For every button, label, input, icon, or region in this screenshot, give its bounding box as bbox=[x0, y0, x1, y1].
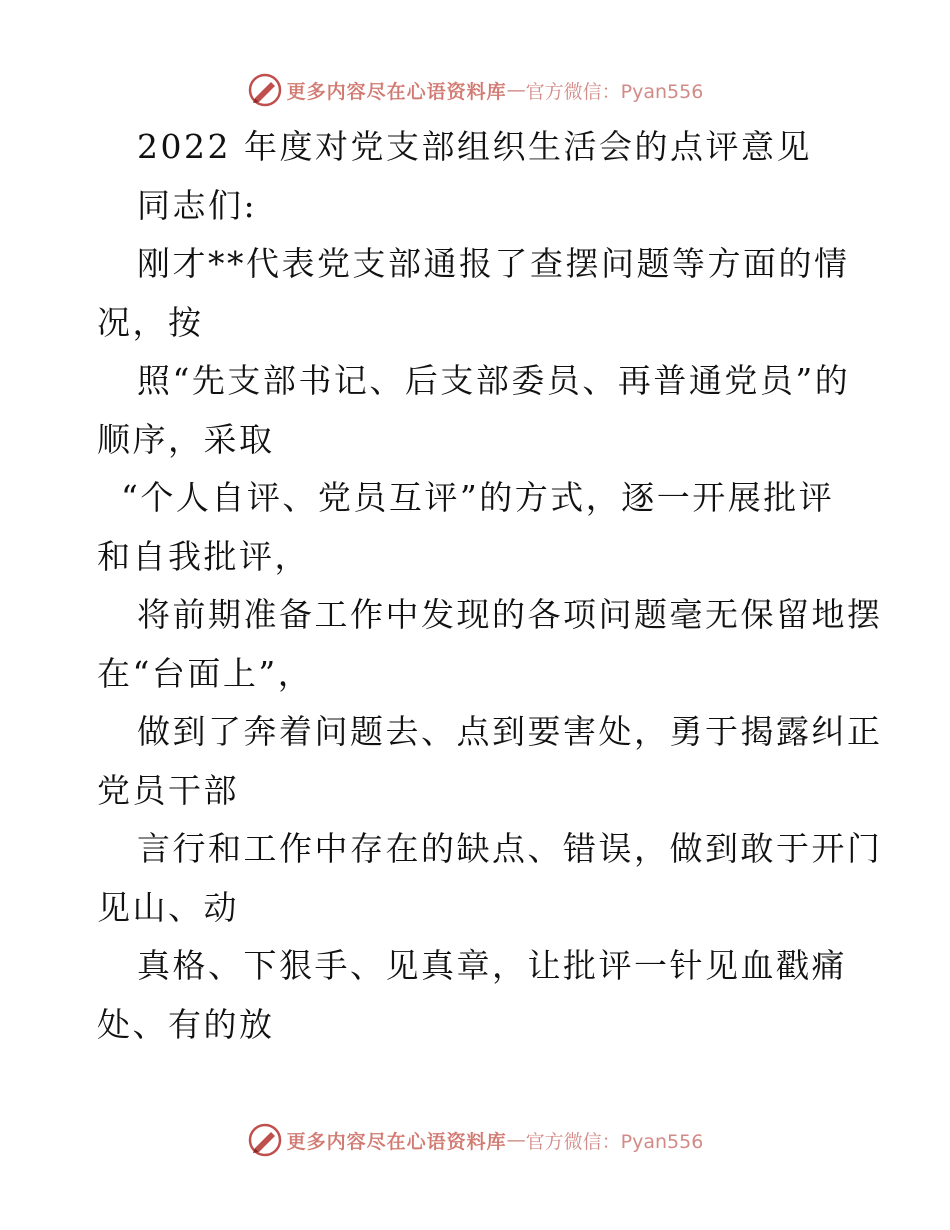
salutation: 同志们: bbox=[137, 185, 258, 225]
document-body bbox=[97, 118, 883, 1054]
pen-logo-icon bbox=[247, 72, 283, 108]
paragraph-line: 见山、动 bbox=[97, 887, 239, 927]
paragraph-line: 将前期准备工作中发现的各项问题毫无保留地摆 bbox=[137, 595, 883, 634]
watermark-main-text: 更多内容尽在心语资料库 bbox=[286, 80, 507, 103]
watermark-main-text: 更多内容尽在心语资料库 bbox=[286, 1130, 507, 1153]
paragraph-line: 真格、下狠手、见真章，让批评一针见血戳痛 bbox=[137, 946, 847, 985]
paragraph-line: 做到了奔着问题去、点到要害处，勇于揭露纠正 bbox=[137, 712, 883, 751]
paragraph-line: “个人自评、党员互评”的方式，逐一开展批评 bbox=[121, 478, 835, 517]
paragraph-line: 言行和工作中存在的缺点、错误，做到敢于开门 bbox=[137, 829, 883, 868]
paragraph-line: 况，按 bbox=[97, 302, 204, 342]
paragraph-line: 处、有的放 bbox=[97, 1004, 275, 1044]
watermark-separator: — bbox=[506, 79, 526, 101]
paragraph-line: 照“先支部书记、后支部委员、再普通党员”的 bbox=[137, 361, 851, 400]
paragraph-line: 党员干部 bbox=[97, 770, 239, 810]
paragraph-line: 和自我批评， bbox=[97, 536, 310, 576]
footer-watermark bbox=[0, 1120, 950, 1160]
document-title: 2022 年度对党支部组织生活会的点评意见 bbox=[137, 127, 812, 166]
watermark-sub-text: 官方微信：Pyan556 bbox=[525, 80, 704, 103]
paragraph-line: 顺序，采取 bbox=[97, 419, 275, 459]
paragraph-line: 刚才**代表党支部通报了查摆问题等方面的情 bbox=[137, 244, 850, 283]
header-watermark bbox=[0, 70, 950, 110]
watermark-separator: — bbox=[506, 1129, 526, 1151]
paragraph-line: 在“台面上”， bbox=[97, 653, 314, 693]
watermark-sub-text: 官方微信：Pyan556 bbox=[525, 1130, 704, 1153]
pen-logo-icon bbox=[247, 1122, 283, 1158]
